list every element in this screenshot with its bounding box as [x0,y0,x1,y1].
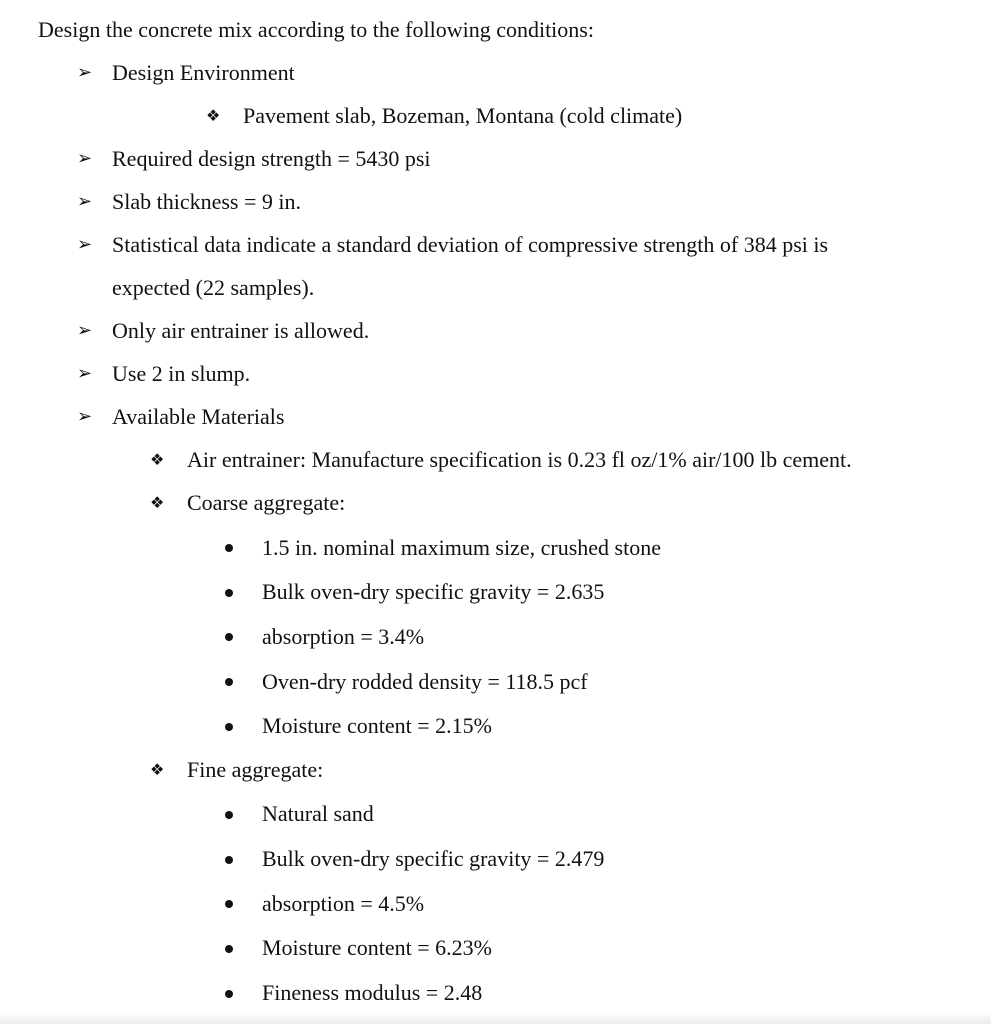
design-environment-label: Design Environment [112,60,295,85]
round-bullet-icon [225,945,233,953]
round-bullet-icon [225,633,233,641]
statistical-data-line-1: Statistical data indicate a standard deviation of compressive strength of 384 psi is [112,232,829,257]
round-bullet-icon [225,678,233,686]
coarse-aggregate-label: Coarse aggregate: [187,490,346,515]
arrow-bullet-icon: ➢ [77,363,93,384]
air-entrainer-spec-text: Air entrainer: Manufacture specification is 0.23 fl oz/1% air/100 lb cement. [187,447,852,472]
fine-item: Natural sand [262,801,374,826]
round-bullet-icon [225,544,233,552]
fine-item: Moisture content = 6.23% [262,935,492,960]
round-bullet-icon [225,990,233,998]
fine-aggregate-label: Fine aggregate: [187,757,324,782]
arrow-bullet-icon: ➢ [77,320,93,341]
round-bullet-icon [225,811,233,819]
arrow-bullet-icon: ➢ [77,148,93,169]
design-strength-text: Required design strength = 5430 psi [112,146,431,171]
fine-item: Fineness modulus = 2.48 [262,980,483,1005]
arrow-bullet-icon: ➢ [77,234,93,255]
four-diamond-bullet-icon: ❖ [150,493,165,512]
round-bullet-icon [225,589,233,597]
design-environment-detail: Pavement slab, Bozeman, Montana (cold climate) [243,103,683,128]
slab-thickness-text: Slab thickness = 9 in. [112,189,302,214]
coarse-item: Oven-dry rodded density = 118.5 pcf [262,669,588,694]
arrow-bullet-icon: ➢ [77,62,93,83]
coarse-item: absorption = 3.4% [262,624,425,649]
slump-text: Use 2 in slump. [112,361,251,386]
page-bottom-shadow [0,1012,991,1024]
air-entrainer-only-text: Only air entrainer is allowed. [112,318,370,343]
arrow-bullet-icon: ➢ [77,406,93,427]
round-bullet-icon [225,723,233,731]
arrow-bullet-icon: ➢ [77,191,93,212]
fine-item: absorption = 4.5% [262,891,425,916]
available-materials-label: Available Materials [112,404,285,429]
statistical-data-line-2: expected (22 samples). [112,275,315,300]
coarse-item: Bulk oven-dry specific gravity = 2.635 [262,579,605,604]
round-bullet-icon [225,856,233,864]
fine-item: Bulk oven-dry specific gravity = 2.479 [262,846,605,871]
coarse-item: 1.5 in. nominal maximum size, crushed stone [262,535,661,560]
coarse-item: Moisture content = 2.15% [262,713,492,738]
intro-text: Design the concrete mix according to the following conditions: [38,17,594,42]
round-bullet-icon [225,900,233,908]
four-diamond-bullet-icon: ❖ [206,106,221,125]
four-diamond-bullet-icon: ❖ [150,450,165,469]
four-diamond-bullet-icon: ❖ [150,760,165,779]
